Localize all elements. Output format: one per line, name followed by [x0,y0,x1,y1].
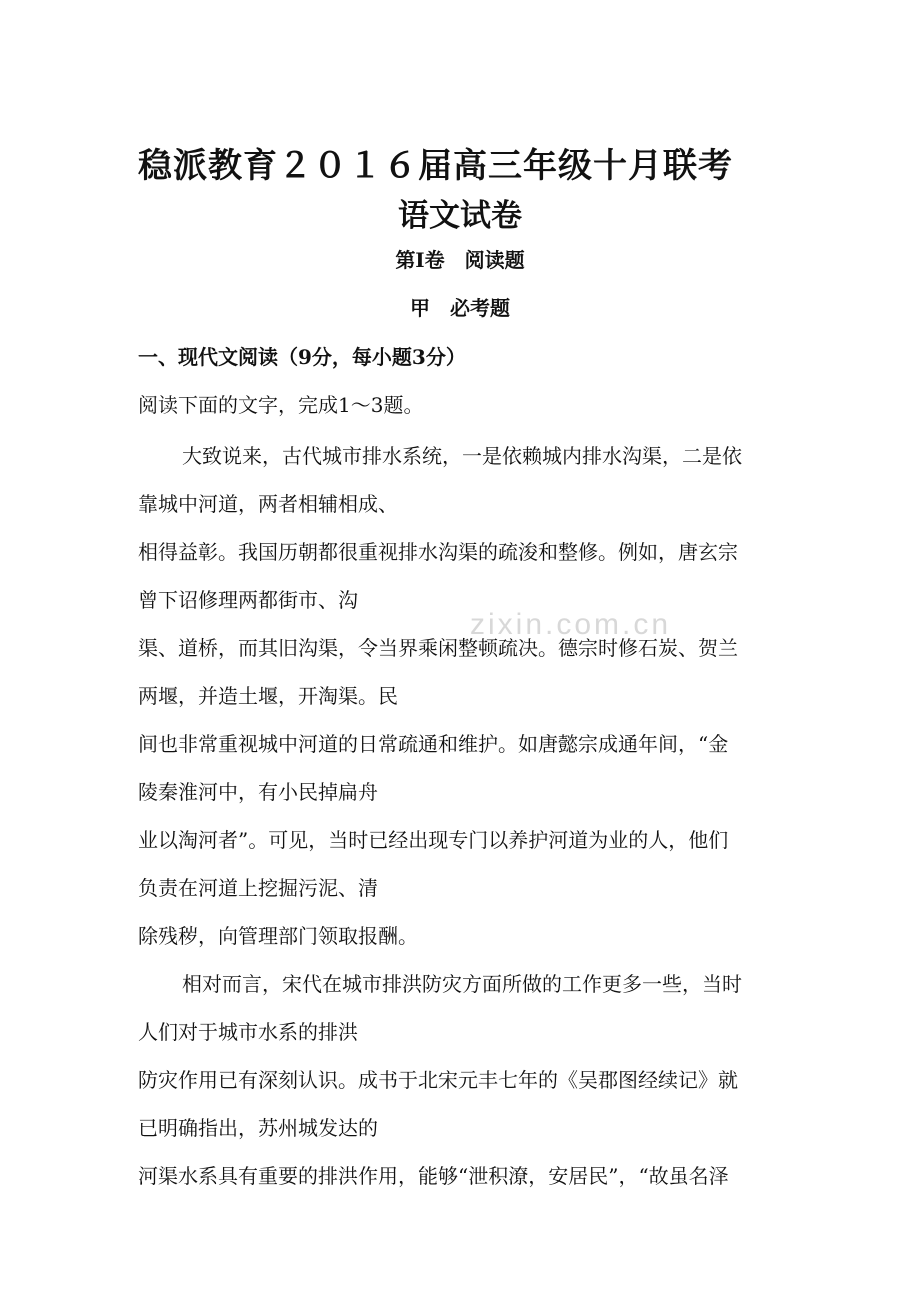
exam-title: 稳派教育２０１６届高三年级十月联考 [138,146,733,186]
reading-passage [138,432,798,1200]
passage-line: 大致说来，古代城市排水系统，一是依赖城内排水沟渠，二是依 [182,444,742,468]
passage-line: 防灾作用已有深刻认识。成书于北宋元丰七年的《吴郡图经续记》就 [138,1068,738,1092]
passage-line: 相对而言，宋代在城市排洪防灾方面所做的工作更多一些，当时 [182,972,742,996]
passage-line: 靠城中河道，两者相辅相成、 [138,492,398,516]
reading-instruction: 阅读下面的文字，完成1～3题。 [138,393,424,417]
watermark: zixin.com.cn [470,608,672,641]
exam-subject-title: 语文试卷 [398,198,522,234]
passage-line: 渠、道桥，而其旧沟渠，令当界乘闲整顿疏决。德宗时修石炭、贺兰 [138,636,738,660]
passage-line: 负责在河道上挖掘污泥、清 [138,876,378,900]
subsection-heading: 甲 必考题 [410,296,510,320]
passage-line: 人们对于城市水系的排洪 [138,1020,358,1044]
section-heading: 第Ⅰ卷 阅读题 [395,248,525,272]
passage-line: 相得益彰。我国历朝都很重视排水沟渠的疏浚和整修。例如，唐玄宗 [138,540,738,564]
passage-line: 河渠水系具有重要的排洪作用，能够“泄积潦，安居民”，“故虽名泽 [138,1164,729,1188]
passage-line: 间也非常重视城中河道的日常疏通和维护。如唐懿宗成通年间，“金 [138,732,729,756]
passage-line: 除残秽，向管理部门领取报酬。 [138,924,418,948]
passage-line: 曾下诏修理两都街市、沟 [138,588,358,612]
passage-line: 已明确指出，苏州城发达的 [138,1116,378,1140]
passage-line: 业以淘河者”。可见，当时已经出现专门以养护河道为业的人，他们 [138,828,729,852]
passage-line: 两堰，并造土堰，开淘渠。民 [138,684,398,708]
question-heading: 一、现代文阅读（9分，每小题3分） [138,345,466,369]
passage-line: 陵秦淮河中，有小民掉扁舟 [138,780,378,804]
